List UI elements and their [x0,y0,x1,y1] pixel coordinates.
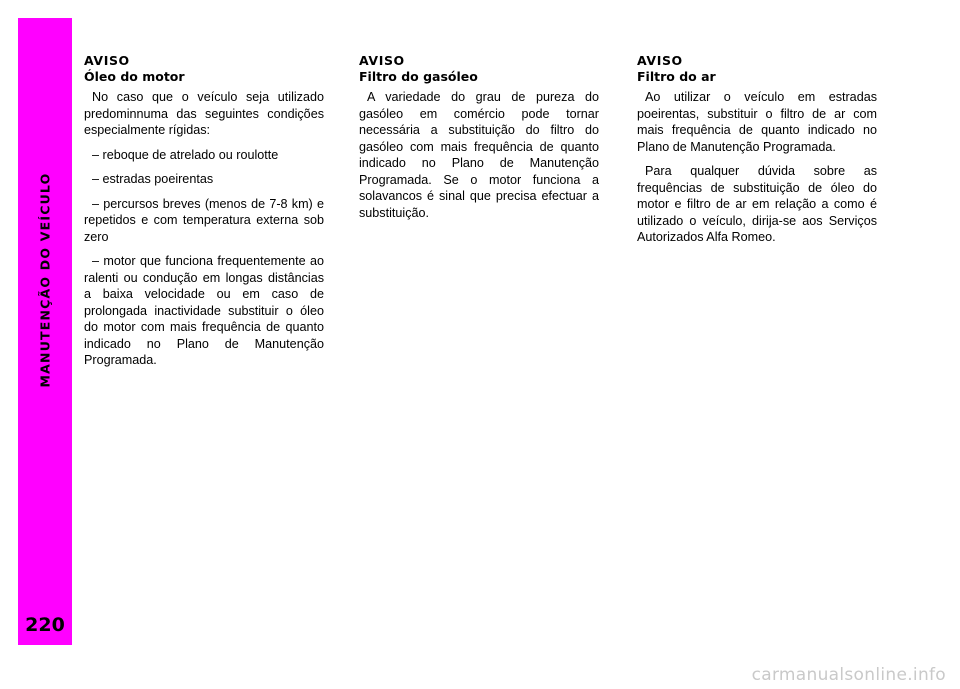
paragraph: Para qualquer dúvida sobre as frequências de substituição de óleo do motor e filtro de ar em relação a como é utilizado o veículo, dirija-se aos Serviços Autorizados Alfa Romeo. [637,164,877,244]
warning-heading: AVISO [359,53,405,68]
page-number: 220 [25,614,65,636]
section-title: MANUTENÇÃO DO VEÍCULO [37,172,53,388]
warning-heading: AVISO [84,53,130,68]
paragraph: Ao utilizar o veículo em estradas poeirentas, substituir o filtro de ar com mais frequência de quanto indicado no Plano de Manutenção Programada. [637,90,877,154]
list-item: – estradas poeirentas [92,172,214,186]
column-air-filter [637,53,877,254]
warning-subtitle: Óleo do motor [84,69,185,84]
column-diesel-filter [359,53,599,229]
warning-heading: AVISO [637,53,683,68]
list-item: – percursos breves (menos de 7-8 km) e repetidos e com temperatura externa sob zero [84,196,324,244]
paragraph: No caso que o veículo seja utilizado predominnuma das seguintes condições especialmente rígidas: [84,90,324,137]
column-oil [84,53,324,377]
list-item: – reboque de atrelado ou roulotte [92,147,279,162]
warning-subtitle: Filtro do ar [637,69,716,84]
watermark: carmanualsonline.info [751,665,946,685]
paragraph: A variedade do grau de pureza do gasóleo em comércio pode tornar necessária a substituição do filtro do gasóleo com mais frequência de quanto indicado no Plano de Manutenção Programada. Se o motor funciona a solavancos é sinal que precisa efectuar a substituição. [359,90,599,220]
list-item: – motor que funciona frequentemente ao ralenti ou condução em longas distâncias a baixa velocidade ou em caso de prolongada inactividade substituir o óleo do motor com mais frequência de quanto indicado no Plano de Manutenção Programada. [84,254,324,367]
warning-subtitle: Filtro do gasóleo [359,69,478,84]
